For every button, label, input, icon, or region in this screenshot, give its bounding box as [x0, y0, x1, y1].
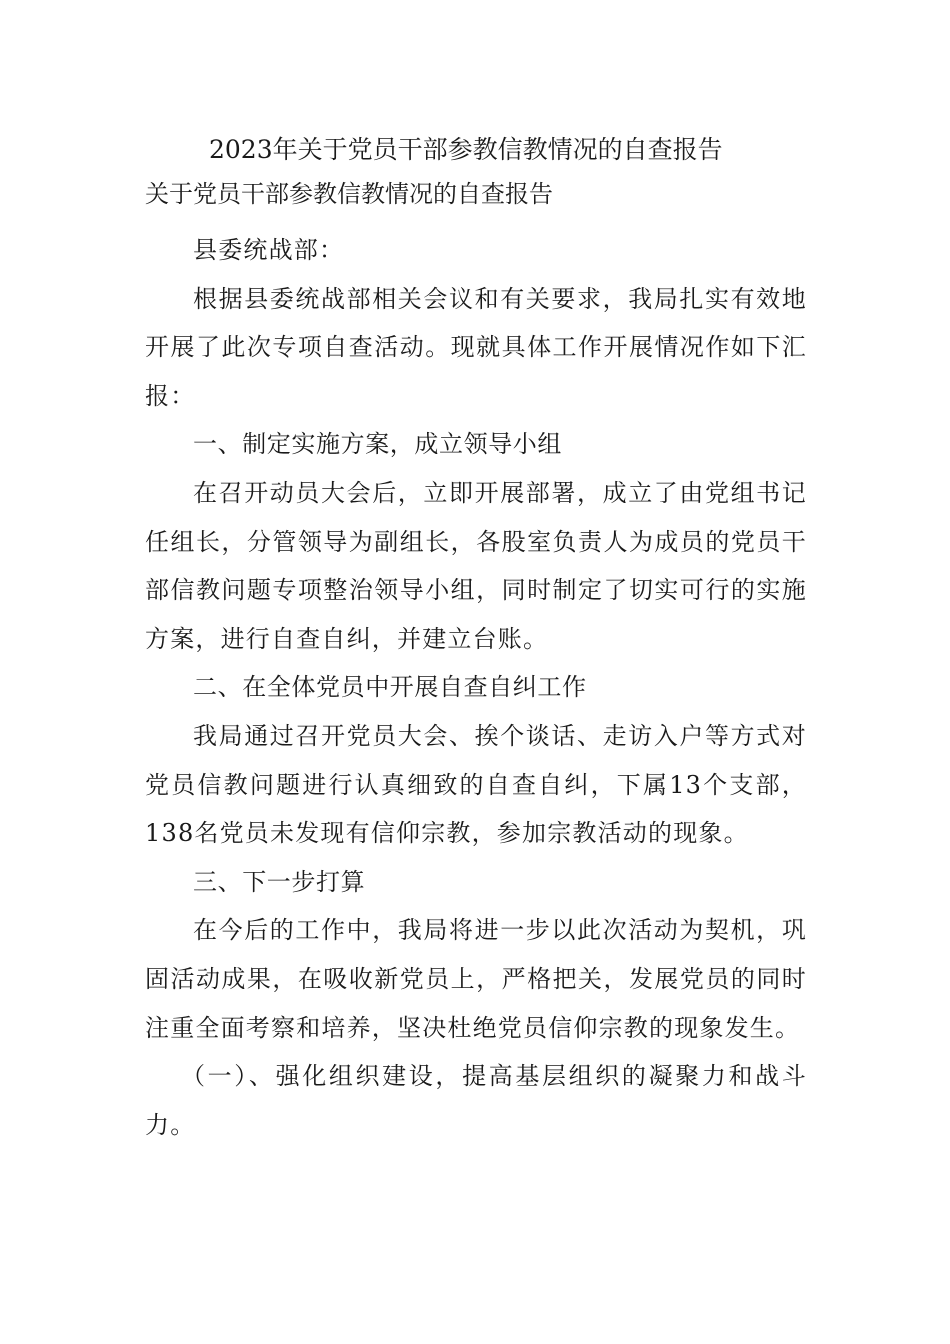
section-heading-2: 二、在全体党员中开展自查自纠工作 — [193, 673, 587, 702]
paragraph-section-2: 我局通过召开党员大会、挨个谈话、走访入户等方式对党员信教问题进行认真细致的自查自纠，下属13个支部，138名党员未发现有信仰宗教，参加宗教活动的现象。 — [145, 721, 807, 848]
document-body — [145, 128, 807, 1149]
sub-heading-1: （一）、强化组织建设，提高基层组织的凝聚力和战斗力。 — [145, 1062, 807, 1139]
section-heading-1: 一、制定实施方案，成立领导小组 — [193, 430, 562, 459]
paragraph-section-3: 在今后的工作中，我局将进一步以此次活动为契机，巩固活动成果，在吸收新党员上，严格把关，发展党员的同时注重全面考察和培养，坚决杜绝党员信仰宗教的现象发生。 — [145, 916, 807, 1042]
addressee: 县委统战部： — [193, 236, 345, 264]
document-title: 2023年关于党员干部参教信教情况的自查报告 — [209, 135, 723, 164]
paragraph-intro: 根据县委统战部相关会议和有关要求，我局扎实有效地开展了此次专项自查活动。现就具体工作开展情况作如下汇报： — [145, 284, 807, 410]
paragraph-section-1: 在召开动员大会后，立即开展部署，成立了由党组书记任组长，分管领导为副组长，各股室负责人为成员的党员干部信教问题专项整治领导小组，同时制定了切实可行的实施方案，进行自查自纠，并建立台账。 — [145, 478, 807, 653]
section-heading-3: 三、下一步打算 — [193, 867, 366, 896]
document-subtitle: 关于党员干部参教信教情况的自查报告 — [145, 180, 553, 208]
